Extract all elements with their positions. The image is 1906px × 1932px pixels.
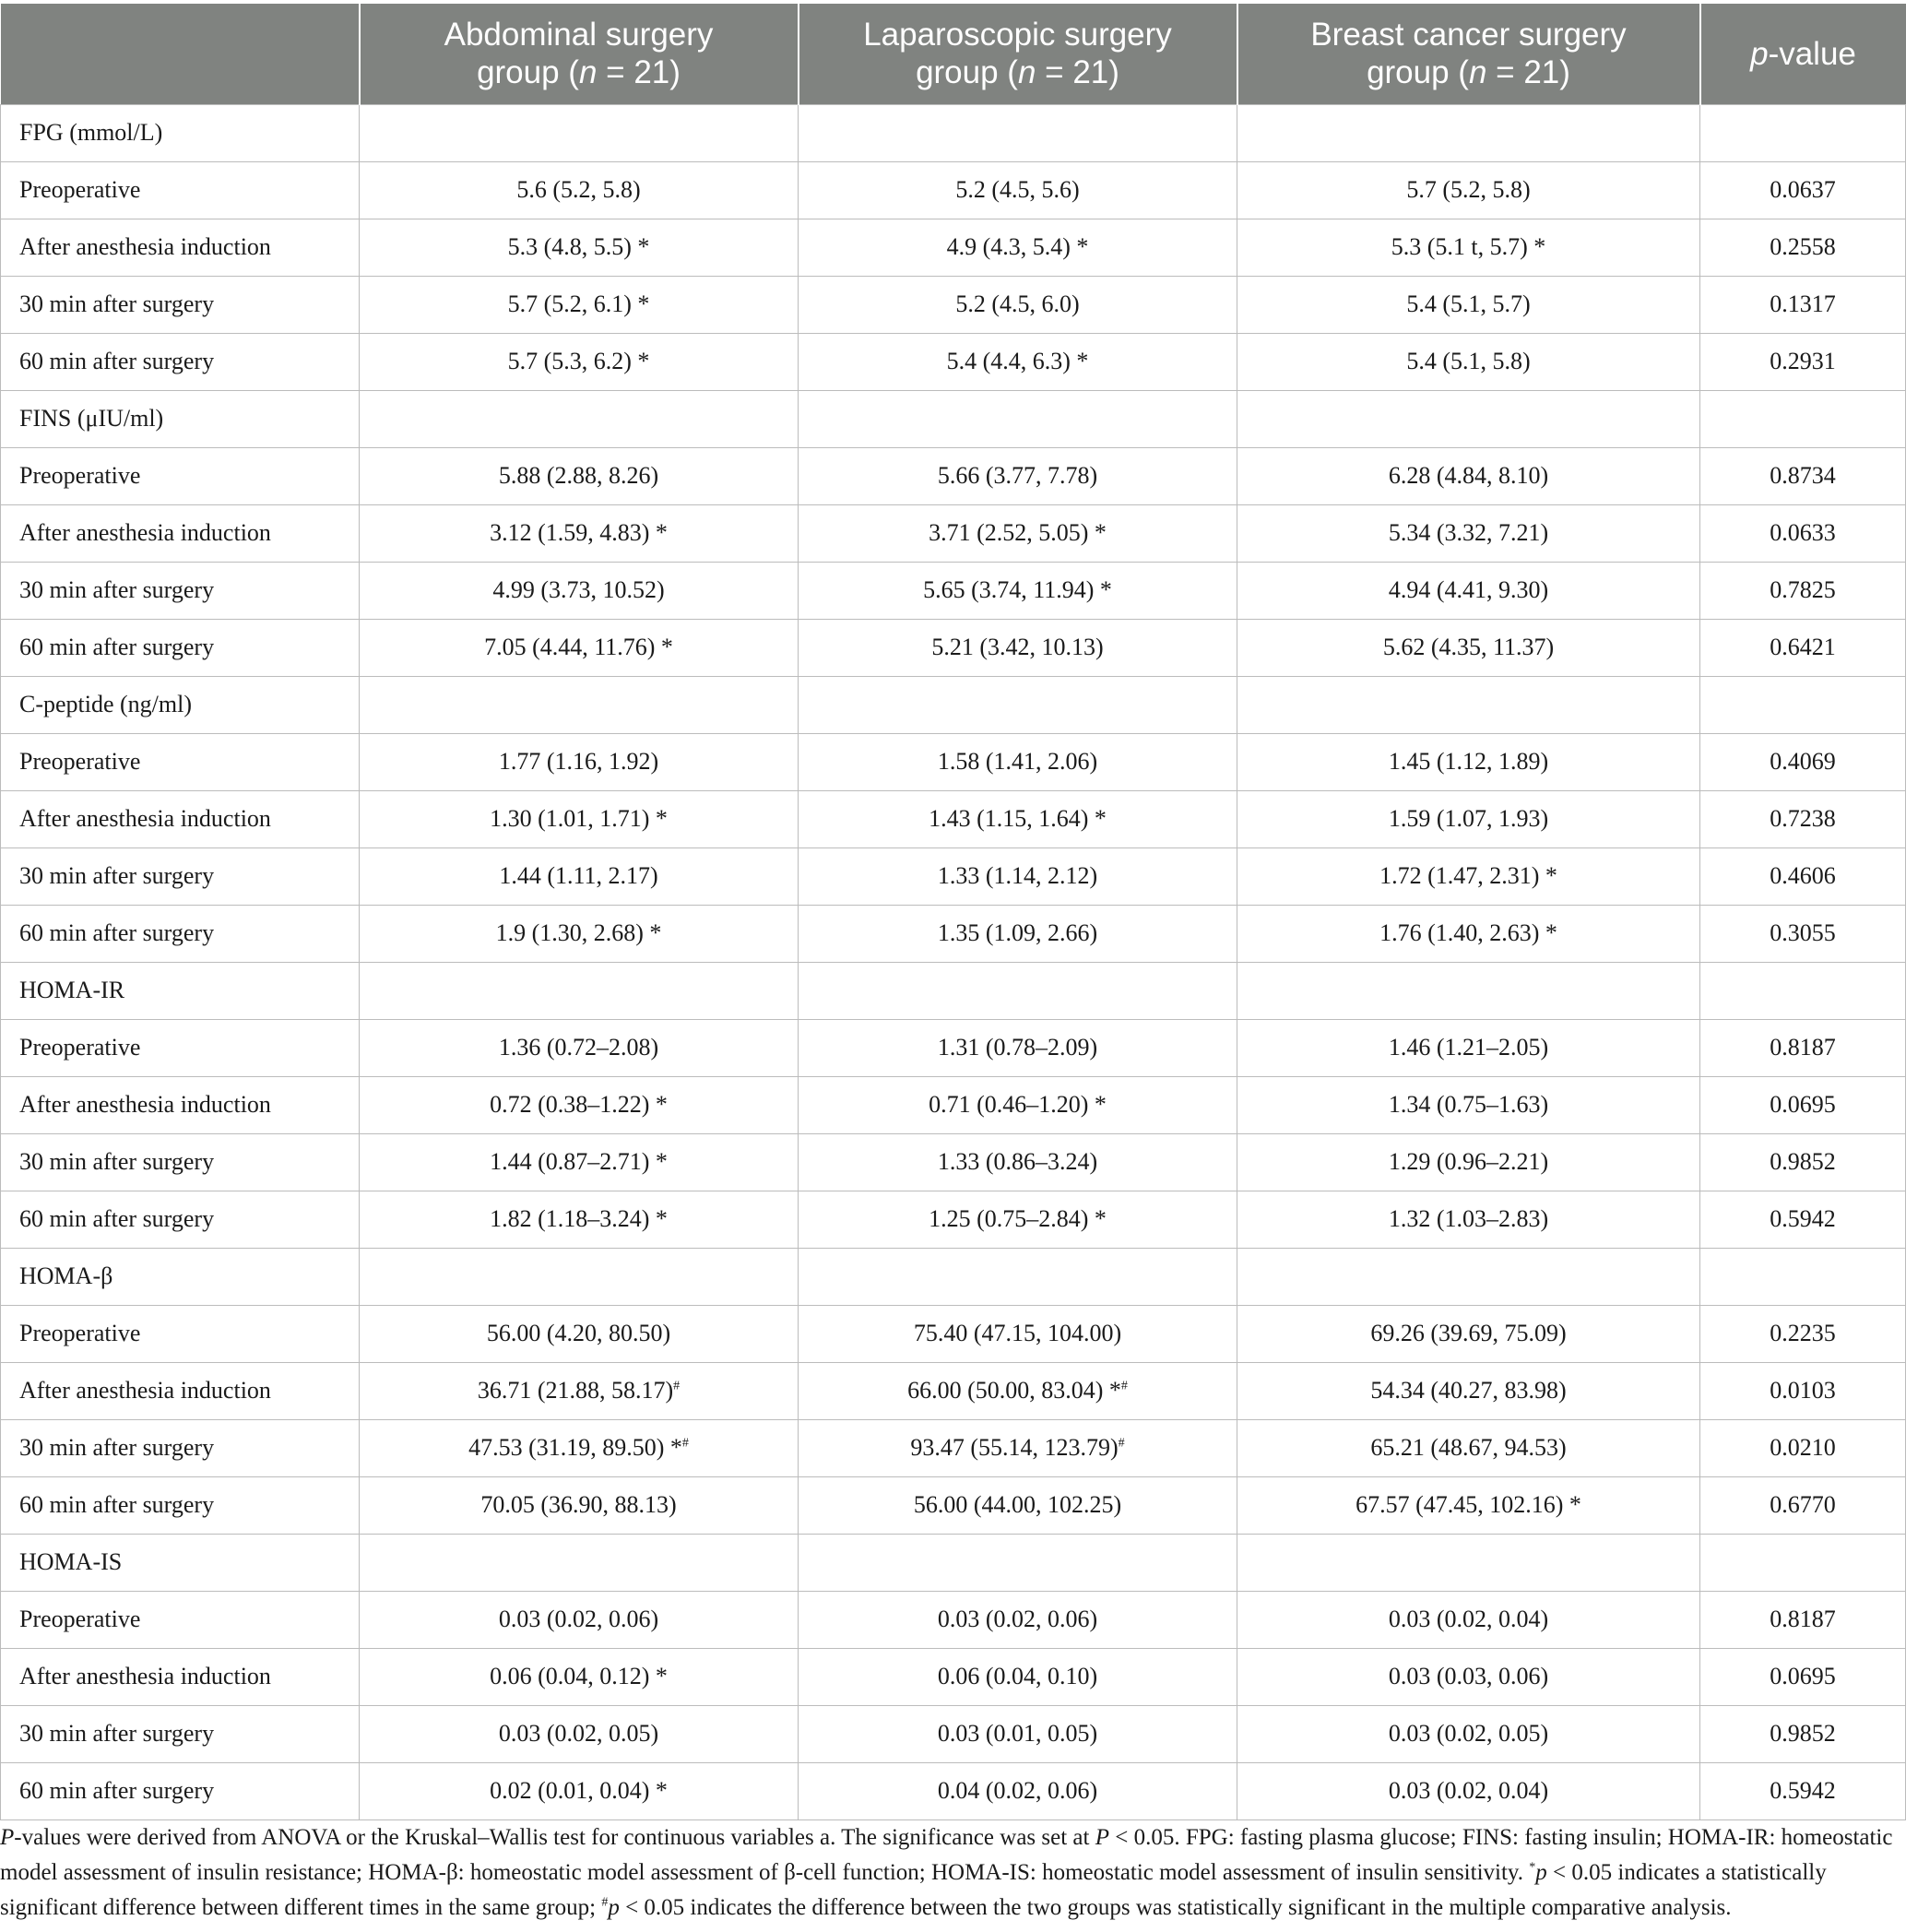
cell-breast-cancer-value: 1.72 (1.47, 2.31) * <box>1379 862 1557 889</box>
row-label: 60 min after surgery <box>1 333 360 390</box>
section-empty-cell <box>1700 1534 1906 1591</box>
cell-laparoscopic-value: 0.71 (0.46–1.20) * <box>929 1091 1107 1118</box>
cell-breast-cancer-value: 5.62 (4.35, 11.37) <box>1382 634 1555 660</box>
cell-breast-cancer-value: 4.94 (4.41, 9.30) <box>1388 576 1549 603</box>
cell-p-value-value: 0.0695 <box>1770 1663 1836 1689</box>
section-empty-cell <box>799 962 1237 1019</box>
cell-laparoscopic-value: 1.31 (0.78–2.09) <box>937 1034 1098 1061</box>
section-empty-cell <box>360 104 799 161</box>
cell-abdominal <box>360 905 799 962</box>
cell-p-value <box>1700 733 1906 790</box>
section-empty-cell <box>1237 390 1700 447</box>
section-empty-cell <box>360 1534 799 1591</box>
cell-p-value-value: 0.2235 <box>1770 1320 1836 1346</box>
section-empty-cell <box>1237 104 1700 161</box>
row-label: 60 min after surgery <box>1 619 360 676</box>
cell-breast-cancer <box>1237 1076 1700 1133</box>
row-label: Preoperative <box>1 1019 360 1076</box>
cell-breast-cancer <box>1237 504 1700 562</box>
cell-abdominal-superscript: # <box>673 1379 681 1393</box>
cell-p-value <box>1700 1133 1906 1191</box>
cell-laparoscopic <box>799 447 1237 504</box>
cell-abdominal <box>360 1419 799 1476</box>
results-table <box>0 4 1906 1820</box>
cell-abdominal-value: 1.30 (1.01, 1.71) * <box>490 805 668 832</box>
row-label: After anesthesia induction <box>1 1648 360 1705</box>
section-label: FPG (mmol/L) <box>1 104 360 161</box>
section-empty-cell <box>1700 390 1906 447</box>
table-row <box>1 1133 1906 1191</box>
cell-p-value <box>1700 905 1906 962</box>
cell-laparoscopic-value: 66.00 (50.00, 83.04) * <box>907 1377 1121 1404</box>
cell-abdominal-value: 0.03 (0.02, 0.05) <box>498 1720 659 1747</box>
cell-abdominal-value: 1.44 (1.11, 2.17) <box>499 862 658 889</box>
cell-abdominal-value: 7.05 (4.44, 11.76) * <box>484 634 673 660</box>
row-label: 30 min after surgery <box>1 1419 360 1476</box>
cell-abdominal <box>360 790 799 847</box>
section-empty-cell <box>1700 962 1906 1019</box>
cell-laparoscopic-value: 1.35 (1.09, 2.66) <box>937 919 1098 946</box>
cell-p-value-value: 0.8187 <box>1770 1606 1836 1632</box>
cell-laparoscopic-value: 1.43 (1.15, 1.64) * <box>929 805 1107 832</box>
cell-abdominal-value: 47.53 (31.19, 89.50) * <box>468 1434 682 1461</box>
cell-laparoscopic-value: 5.65 (3.74, 11.94) * <box>923 576 1112 603</box>
cell-abdominal <box>360 1705 799 1762</box>
cell-abdominal-value: 0.72 (0.38–1.22) * <box>490 1091 668 1118</box>
section-label: C-peptide (ng/ml) <box>1 676 360 733</box>
cell-laparoscopic <box>799 1476 1237 1534</box>
cell-abdominal <box>360 847 799 905</box>
cell-laparoscopic-value: 0.03 (0.02, 0.06) <box>937 1606 1098 1632</box>
table-row <box>1 219 1906 276</box>
cell-abdominal <box>360 1191 799 1248</box>
header-row <box>1 4 1906 104</box>
cell-breast-cancer-value: 67.57 (47.45, 102.16) * <box>1356 1491 1581 1518</box>
cell-breast-cancer <box>1237 161 1700 219</box>
cell-p-value <box>1700 562 1906 619</box>
cell-abdominal-value: 1.82 (1.18–3.24) * <box>490 1205 668 1232</box>
section-empty-cell <box>360 676 799 733</box>
cell-laparoscopic <box>799 276 1237 333</box>
cell-laparoscopic <box>799 1191 1237 1248</box>
cell-laparoscopic-value: 4.9 (4.3, 5.4) * <box>946 233 1089 260</box>
row-label: 30 min after surgery <box>1 276 360 333</box>
cell-p-value <box>1700 1019 1906 1076</box>
row-label: 60 min after surgery <box>1 1762 360 1819</box>
cell-breast-cancer <box>1237 1019 1700 1076</box>
row-label: Preoperative <box>1 1591 360 1648</box>
cell-p-value-value: 0.0633 <box>1770 519 1836 546</box>
cell-breast-cancer-value: 0.03 (0.02, 0.05) <box>1388 1720 1549 1747</box>
section-label: HOMA-β <box>1 1248 360 1305</box>
cell-p-value-value: 0.0695 <box>1770 1091 1836 1118</box>
cell-breast-cancer <box>1237 619 1700 676</box>
cell-breast-cancer <box>1237 733 1700 790</box>
cell-laparoscopic-value: 0.06 (0.04, 0.10) <box>937 1663 1098 1689</box>
cell-p-value <box>1700 161 1906 219</box>
cell-laparoscopic <box>799 161 1237 219</box>
cell-breast-cancer-value: 1.59 (1.07, 1.93) <box>1388 805 1549 832</box>
cell-p-value-value: 0.4606 <box>1770 862 1836 889</box>
cell-laparoscopic <box>799 733 1237 790</box>
cell-laparoscopic <box>799 847 1237 905</box>
cell-laparoscopic <box>799 1305 1237 1362</box>
table-row <box>1 1191 1906 1248</box>
table-row <box>1 1019 1906 1076</box>
cell-p-value-value: 0.8734 <box>1770 462 1836 489</box>
cell-p-value <box>1700 1419 1906 1476</box>
cell-abdominal <box>360 161 799 219</box>
cell-p-value <box>1700 447 1906 504</box>
cell-abdominal <box>360 1076 799 1133</box>
header-empty <box>1 4 360 104</box>
cell-abdominal-value: 36.71 (21.88, 58.17) <box>477 1377 674 1404</box>
cell-p-value-value: 0.9852 <box>1770 1148 1836 1175</box>
cell-breast-cancer-value: 5.4 (5.1, 5.7) <box>1406 290 1531 317</box>
cell-abdominal-value: 5.88 (2.88, 8.26) <box>498 462 659 489</box>
section-empty-cell <box>1237 962 1700 1019</box>
section-empty-cell <box>1237 1248 1700 1305</box>
row-label: After anesthesia induction <box>1 1076 360 1133</box>
cell-laparoscopic-value: 5.4 (4.4, 6.3) * <box>946 348 1089 374</box>
cell-breast-cancer <box>1237 1591 1700 1648</box>
cell-laparoscopic <box>799 1419 1237 1476</box>
cell-breast-cancer-value: 0.03 (0.02, 0.04) <box>1388 1777 1549 1804</box>
cell-p-value <box>1700 276 1906 333</box>
cell-breast-cancer-value: 54.34 (40.27, 83.98) <box>1370 1377 1567 1404</box>
table-row <box>1 1648 1906 1705</box>
cell-abdominal <box>360 1133 799 1191</box>
cell-p-value <box>1700 1476 1906 1534</box>
cell-abdominal-value: 5.6 (5.2, 5.8) <box>516 176 641 203</box>
cell-laparoscopic-value: 5.2 (4.5, 6.0) <box>955 290 1080 317</box>
cell-breast-cancer <box>1237 905 1700 962</box>
cell-laparoscopic-value: 1.33 (0.86–3.24) <box>937 1148 1098 1175</box>
section-label: FINS (μIU/ml) <box>1 390 360 447</box>
cell-breast-cancer-value: 5.34 (3.32, 7.21) <box>1388 519 1549 546</box>
cell-abdominal <box>360 1305 799 1362</box>
row-label: 30 min after surgery <box>1 847 360 905</box>
cell-laparoscopic <box>799 1019 1237 1076</box>
cell-laparoscopic <box>799 1705 1237 1762</box>
section-empty-cell <box>799 676 1237 733</box>
cell-breast-cancer <box>1237 562 1700 619</box>
cell-abdominal-superscript: # <box>681 1436 689 1451</box>
section-empty-cell <box>1700 676 1906 733</box>
cell-abdominal <box>360 219 799 276</box>
cell-p-value-value: 0.0103 <box>1770 1377 1836 1404</box>
cell-p-value <box>1700 1076 1906 1133</box>
table-row <box>1 905 1906 962</box>
cell-breast-cancer-value: 6.28 (4.84, 8.10) <box>1388 462 1549 489</box>
cell-p-value-value: 0.0637 <box>1770 176 1836 203</box>
row-label: 30 min after surgery <box>1 562 360 619</box>
row-label: After anesthesia induction <box>1 790 360 847</box>
table-row <box>1 161 1906 219</box>
cell-laparoscopic <box>799 619 1237 676</box>
cell-laparoscopic-value: 0.03 (0.01, 0.05) <box>937 1720 1098 1747</box>
cell-laparoscopic-value: 93.47 (55.14, 123.79) <box>910 1434 1119 1461</box>
cell-laparoscopic-value: 56.00 (44.00, 102.25) <box>913 1491 1122 1518</box>
cell-abdominal-value: 3.12 (1.59, 4.83) * <box>490 519 668 546</box>
cell-laparoscopic-value: 3.71 (2.52, 5.05) * <box>929 519 1107 546</box>
section-empty-cell <box>799 104 1237 161</box>
cell-laparoscopic <box>799 1133 1237 1191</box>
section-row <box>1 1534 1906 1591</box>
table-body <box>1 104 1906 1819</box>
cell-laparoscopic <box>799 562 1237 619</box>
table-row <box>1 1762 1906 1819</box>
cell-breast-cancer-value: 1.29 (0.96–2.21) <box>1388 1148 1549 1175</box>
cell-breast-cancer-value: 1.45 (1.12, 1.89) <box>1388 748 1549 775</box>
cell-laparoscopic <box>799 1762 1237 1819</box>
table-row <box>1 1362 1906 1419</box>
cell-laparoscopic-value: 1.33 (1.14, 2.12) <box>937 862 1098 889</box>
table-row <box>1 1419 1906 1476</box>
cell-laparoscopic <box>799 1362 1237 1419</box>
cell-p-value-value: 0.6421 <box>1770 634 1836 660</box>
cell-breast-cancer <box>1237 1305 1700 1362</box>
row-label: Preoperative <box>1 161 360 219</box>
cell-breast-cancer <box>1237 1705 1700 1762</box>
table-footnote: P-values were derived from ANOVA or the Kruskal–Wallis test for continuous variables a. The significance was set at P < 0.05. FPG: fasting plasma glucose; FINS: fasting insulin; HOMA-IR: homeostatic model assessment of insulin resistance; HOMA-β: homeostatic model assessment of β-cell function; HOMA-IS: homeostatic model assessment of insulin sensitivity. *p < 0.05 indicates a statistically significant difference between different times in the same group; #p < 0.05 indicates the difference between the two groups was statistically significant in the multiple comparative analysis. <box>0 1825 1893 1920</box>
cell-p-value <box>1700 1762 1906 1819</box>
section-row <box>1 390 1906 447</box>
cell-abdominal <box>360 1362 799 1419</box>
cell-breast-cancer <box>1237 1762 1700 1819</box>
cell-p-value-value: 0.7825 <box>1770 576 1836 603</box>
cell-breast-cancer <box>1237 1362 1700 1419</box>
cell-breast-cancer-value: 0.03 (0.03, 0.06) <box>1388 1663 1549 1689</box>
section-empty-cell <box>360 1248 799 1305</box>
cell-breast-cancer-value: 1.32 (1.03–2.83) <box>1388 1205 1549 1232</box>
cell-abdominal-value: 1.77 (1.16, 1.92) <box>498 748 659 775</box>
table-row <box>1 276 1906 333</box>
cell-breast-cancer-value: 69.26 (39.69, 75.09) <box>1370 1320 1567 1346</box>
cell-breast-cancer <box>1237 1419 1700 1476</box>
cell-p-value <box>1700 790 1906 847</box>
section-empty-cell <box>1700 1248 1906 1305</box>
cell-abdominal-value: 70.05 (36.90, 88.13) <box>480 1491 677 1518</box>
cell-breast-cancer <box>1237 447 1700 504</box>
section-empty-cell <box>799 1248 1237 1305</box>
cell-abdominal-value: 56.00 (4.20, 80.50) <box>486 1320 671 1346</box>
cell-laparoscopic-value: 5.66 (3.77, 7.78) <box>937 462 1098 489</box>
cell-breast-cancer-value: 0.03 (0.02, 0.04) <box>1388 1606 1549 1632</box>
cell-p-value-value: 0.9852 <box>1770 1720 1836 1747</box>
cell-abdominal <box>360 619 799 676</box>
cell-abdominal <box>360 1019 799 1076</box>
section-row <box>1 962 1906 1019</box>
row-label: After anesthesia induction <box>1 504 360 562</box>
cell-breast-cancer <box>1237 276 1700 333</box>
section-empty-cell <box>1700 104 1906 161</box>
cell-laparoscopic-value: 1.25 (0.75–2.84) * <box>929 1205 1107 1232</box>
cell-laparoscopic <box>799 504 1237 562</box>
table-row <box>1 1076 1906 1133</box>
row-label: After anesthesia induction <box>1 219 360 276</box>
cell-p-value-value: 0.5942 <box>1770 1205 1836 1232</box>
cell-abdominal-value: 5.7 (5.3, 6.2) * <box>507 348 650 374</box>
cell-breast-cancer <box>1237 847 1700 905</box>
section-row <box>1 1248 1906 1305</box>
row-label: 60 min after surgery <box>1 905 360 962</box>
table-row <box>1 333 1906 390</box>
cell-p-value <box>1700 1591 1906 1648</box>
cell-abdominal-value: 0.03 (0.02, 0.06) <box>498 1606 659 1632</box>
cell-breast-cancer-value: 5.3 (5.1 t, 5.7) * <box>1391 233 1546 260</box>
row-label: 30 min after surgery <box>1 1133 360 1191</box>
cell-p-value <box>1700 1705 1906 1762</box>
table-row <box>1 504 1906 562</box>
cell-breast-cancer-value: 5.7 (5.2, 5.8) <box>1406 176 1531 203</box>
cell-breast-cancer-value: 1.76 (1.40, 2.63) * <box>1379 919 1557 946</box>
cell-laparoscopic <box>799 333 1237 390</box>
cell-laparoscopic <box>799 1076 1237 1133</box>
cell-p-value <box>1700 333 1906 390</box>
cell-laparoscopic-value: 5.2 (4.5, 5.6) <box>955 176 1080 203</box>
cell-laparoscopic <box>799 1648 1237 1705</box>
section-label: HOMA-IS <box>1 1534 360 1591</box>
cell-laparoscopic <box>799 790 1237 847</box>
header-abdominal-group: Abdominal surgery group (n = 21) <box>360 4 799 104</box>
cell-laparoscopic-value: 5.21 (3.42, 10.13) <box>931 634 1104 660</box>
cell-p-value-value: 0.0210 <box>1770 1434 1836 1461</box>
cell-abdominal <box>360 1591 799 1648</box>
cell-abdominal-value: 4.99 (3.73, 10.52) <box>492 576 665 603</box>
cell-breast-cancer <box>1237 1476 1700 1534</box>
row-label: 60 min after surgery <box>1 1476 360 1534</box>
cell-p-value-value: 0.4069 <box>1770 748 1836 775</box>
cell-p-value-value: 0.2931 <box>1770 348 1836 374</box>
section-row <box>1 104 1906 161</box>
cell-laparoscopic-superscript: # <box>1118 1436 1125 1451</box>
cell-abdominal <box>360 562 799 619</box>
cell-p-value-value: 0.8187 <box>1770 1034 1836 1061</box>
row-label: Preoperative <box>1 447 360 504</box>
cell-laparoscopic-value: 75.40 (47.15, 104.00) <box>913 1320 1122 1346</box>
row-label: After anesthesia induction <box>1 1362 360 1419</box>
cell-breast-cancer <box>1237 1648 1700 1705</box>
cell-abdominal <box>360 1476 799 1534</box>
section-label: HOMA-IR <box>1 962 360 1019</box>
cell-abdominal-value: 1.44 (0.87–2.71) * <box>490 1148 668 1175</box>
cell-breast-cancer-value: 5.4 (5.1, 5.8) <box>1406 348 1531 374</box>
table-row <box>1 1591 1906 1648</box>
cell-abdominal <box>360 447 799 504</box>
cell-breast-cancer-value: 1.34 (0.75–1.63) <box>1388 1091 1549 1118</box>
table-row <box>1 1705 1906 1762</box>
cell-p-value-value: 0.2558 <box>1770 233 1836 260</box>
cell-abdominal <box>360 333 799 390</box>
row-label: Preoperative <box>1 733 360 790</box>
cell-abdominal <box>360 504 799 562</box>
row-label: 60 min after surgery <box>1 1191 360 1248</box>
section-empty-cell <box>1237 1534 1700 1591</box>
row-label: Preoperative <box>1 1305 360 1362</box>
table-row <box>1 1476 1906 1534</box>
cell-p-value <box>1700 504 1906 562</box>
cell-p-value-value: 0.7238 <box>1770 805 1836 832</box>
cell-abdominal <box>360 1762 799 1819</box>
cell-abdominal <box>360 1648 799 1705</box>
header-p-value: p-value <box>1700 4 1906 104</box>
cell-p-value <box>1700 1362 1906 1419</box>
cell-p-value <box>1700 619 1906 676</box>
cell-p-value <box>1700 1305 1906 1362</box>
cell-p-value <box>1700 1191 1906 1248</box>
row-label: 30 min after surgery <box>1 1705 360 1762</box>
table-row <box>1 847 1906 905</box>
cell-p-value <box>1700 847 1906 905</box>
cell-p-value <box>1700 1648 1906 1705</box>
cell-breast-cancer <box>1237 1191 1700 1248</box>
header-laparoscopic-group: Laparoscopic surgery group (n = 21) <box>799 4 1237 104</box>
cell-abdominal <box>360 276 799 333</box>
cell-abdominal-value: 0.06 (0.04, 0.12) * <box>490 1663 668 1689</box>
cell-abdominal-value: 5.7 (5.2, 6.1) * <box>507 290 650 317</box>
cell-breast-cancer-value: 1.46 (1.21–2.05) <box>1388 1034 1549 1061</box>
section-empty-cell <box>799 1534 1237 1591</box>
table-row <box>1 1305 1906 1362</box>
section-row <box>1 676 1906 733</box>
table-row <box>1 562 1906 619</box>
section-empty-cell <box>799 390 1237 447</box>
cell-laparoscopic <box>799 219 1237 276</box>
section-empty-cell <box>360 962 799 1019</box>
cell-breast-cancer <box>1237 333 1700 390</box>
section-empty-cell <box>360 390 799 447</box>
cell-p-value <box>1700 219 1906 276</box>
cell-abdominal-value: 0.02 (0.01, 0.04) * <box>490 1777 668 1804</box>
cell-p-value-value: 0.3055 <box>1770 919 1836 946</box>
cell-laparoscopic <box>799 1591 1237 1648</box>
cell-p-value-value: 0.6770 <box>1770 1491 1836 1518</box>
cell-laparoscopic-value: 1.58 (1.41, 2.06) <box>937 748 1098 775</box>
table-row <box>1 790 1906 847</box>
cell-abdominal <box>360 733 799 790</box>
cell-breast-cancer <box>1237 219 1700 276</box>
cell-laparoscopic-superscript: # <box>1120 1379 1128 1393</box>
cell-laparoscopic <box>799 905 1237 962</box>
section-empty-cell <box>1237 676 1700 733</box>
cell-p-value-value: 0.1317 <box>1770 290 1836 317</box>
cell-laparoscopic-value: 0.04 (0.02, 0.06) <box>937 1777 1098 1804</box>
table-row <box>1 619 1906 676</box>
cell-breast-cancer <box>1237 1133 1700 1191</box>
table-row <box>1 733 1906 790</box>
cell-abdominal-value: 1.36 (0.72–2.08) <box>498 1034 659 1061</box>
table-row <box>1 447 1906 504</box>
cell-breast-cancer <box>1237 790 1700 847</box>
header-breast-cancer-group: Breast cancer surgery group (n = 21) <box>1237 4 1700 104</box>
cell-abdominal-value: 5.3 (4.8, 5.5) * <box>507 233 650 260</box>
cell-abdominal-value: 1.9 (1.30, 2.68) * <box>495 919 662 946</box>
cell-p-value-value: 0.5942 <box>1770 1777 1836 1804</box>
cell-breast-cancer-value: 65.21 (48.67, 94.53) <box>1370 1434 1567 1461</box>
